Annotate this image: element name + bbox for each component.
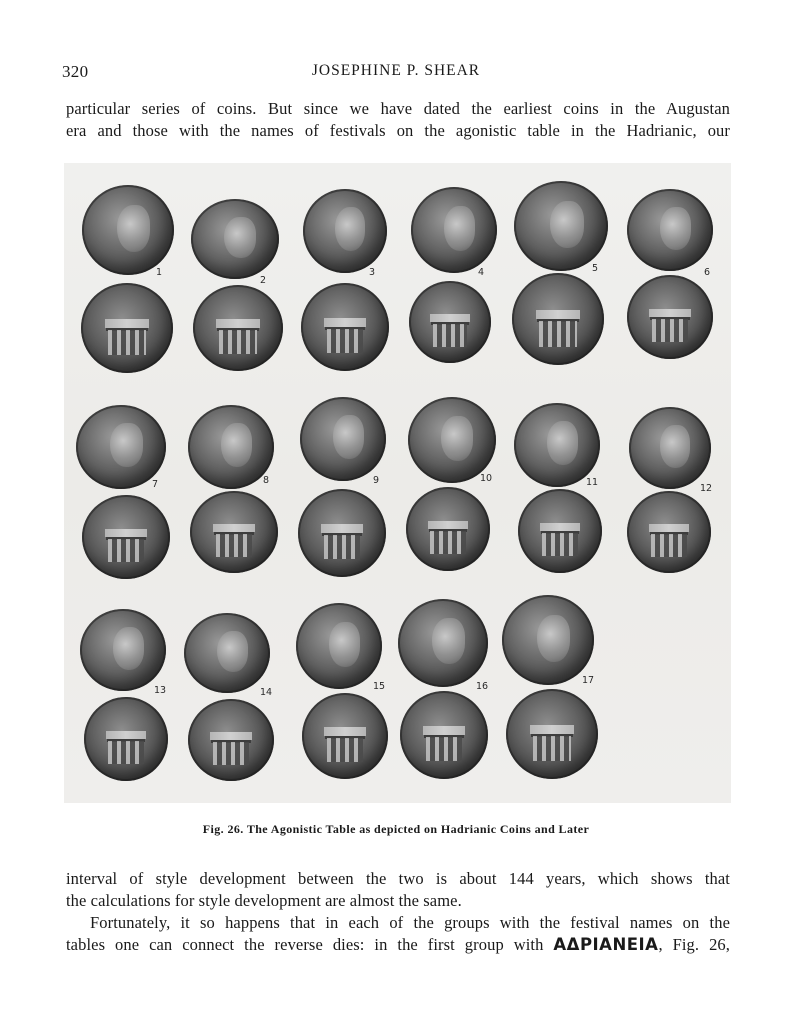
coin-obverse <box>398 599 488 687</box>
coin-number: 11 <box>586 477 599 488</box>
bottom-paragraph <box>66 868 730 956</box>
coin-reverse <box>512 273 604 365</box>
coin-reverse <box>406 487 490 571</box>
coin-reverse <box>193 285 283 371</box>
coin-obverse <box>188 405 274 489</box>
coin-obverse <box>191 199 279 279</box>
coin-number: 16 <box>476 681 489 692</box>
coin-obverse <box>411 187 497 273</box>
coin-number: 3 <box>369 267 376 278</box>
coin-reverse <box>400 691 488 779</box>
coin-number: 7 <box>152 479 159 490</box>
coin-number: 13 <box>154 685 167 696</box>
text-line: Fortunately, it so happens that in each of the groups with the festival names on the <box>90 913 730 932</box>
coin-reverse <box>627 491 711 573</box>
text-line: particular series of coins. But since we have dated the earliest coins in the Augustan <box>66 99 730 118</box>
coin-obverse <box>408 397 496 483</box>
coin-obverse <box>627 189 713 271</box>
coin-obverse <box>502 595 594 685</box>
figure-caption: Fig. 26. The Agonistic Table as depicted on Hadrianic Coins and Later <box>202 822 590 836</box>
text-line: the calculations for style development are almost the same. <box>66 891 462 910</box>
coin-reverse <box>302 693 388 779</box>
coin-obverse <box>82 185 174 275</box>
coin-number: 12 <box>700 483 713 494</box>
text-fragment: tables one can connect the reverse dies: in the first group with <box>66 935 554 954</box>
coin-obverse <box>80 609 166 691</box>
coin-reverse <box>301 283 389 371</box>
text-line: interval of style development between the two is about 144 years, which shows that <box>66 869 730 888</box>
text-fragment: , Fig. 26, <box>658 935 730 954</box>
coin-number: 6 <box>704 267 711 278</box>
coin-plate-figure <box>64 163 731 803</box>
coin-number: 10 <box>480 473 493 484</box>
top-paragraph <box>66 98 730 142</box>
coin-obverse <box>303 189 387 273</box>
coin-obverse <box>184 613 270 693</box>
coin-number: 5 <box>592 263 599 274</box>
coin-reverse <box>627 275 713 359</box>
greek-festival-name: ΑΔΡΙΑΝΕΙΑ <box>553 935 659 954</box>
coin-obverse <box>629 407 711 489</box>
coin-reverse <box>188 699 274 781</box>
coin-obverse <box>76 405 166 489</box>
page-number: 320 <box>62 62 89 81</box>
coin-reverse <box>81 283 173 373</box>
coin-obverse <box>514 403 600 487</box>
coin-reverse <box>298 489 386 577</box>
coin-number: 17 <box>582 675 595 686</box>
running-head: JOSEPHINE P. SHEAR <box>311 62 481 79</box>
coin-number: 1 <box>156 267 163 278</box>
coin-obverse <box>514 181 608 271</box>
coin-obverse <box>296 603 382 689</box>
coin-obverse <box>300 397 386 481</box>
coin-number: 2 <box>260 275 267 286</box>
text-line <box>66 934 730 956</box>
coin-number: 8 <box>263 475 270 486</box>
coin-number: 9 <box>373 475 380 486</box>
coin-number: 4 <box>478 267 485 278</box>
coin-reverse <box>82 495 170 579</box>
coin-reverse <box>518 489 602 573</box>
coin-reverse <box>506 689 598 779</box>
coin-number: 14 <box>260 687 273 698</box>
coin-reverse <box>84 697 168 781</box>
coin-number: 15 <box>373 681 386 692</box>
coin-reverse <box>190 491 278 573</box>
text-line: era and those with the names of festivals on the agonistic table in the Hadrianic, our <box>66 121 730 140</box>
coin-reverse <box>409 281 491 363</box>
